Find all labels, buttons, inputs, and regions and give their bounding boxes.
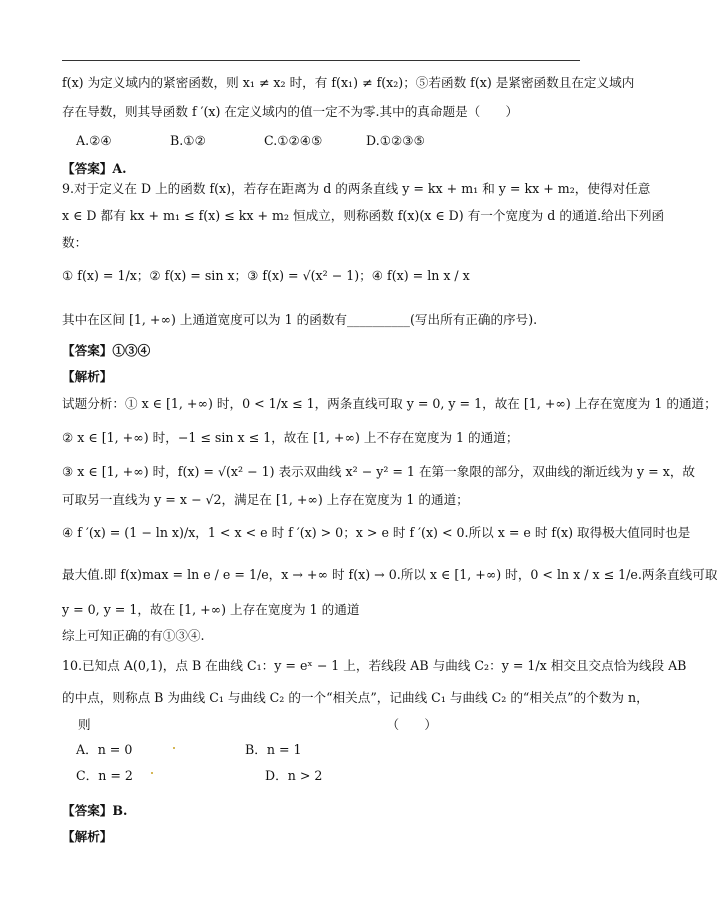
text-line: 10.已知点 A(0,1)，点 B 在曲线 C₁：y = eˣ − 1 上，若线段 AB 与曲线 C₂：y = 1/x 相交且交点恰为线段 AB [62,658,687,673]
text-line: ④ f ′(x) = (1 − ln x)/x，1 < x < e 时 f ′(x) > 0；x > e 时 f ′(x) < 0.所以 x = e 时 f(x) 取得极大值同时也是 [62,525,691,540]
q8-option-c: C.①②④⑤ [264,133,323,148]
q8-option-a: A.②④ [76,133,112,148]
text-line: 数： [62,235,88,250]
q8-option-b: B.①② [170,133,206,148]
q8-options [76,130,425,152]
text-line: 存在导数，则其导函数 f ′(x) 在定义域内的值一定不为零.其中的真命题是（ ） [62,104,519,119]
q10-option-c: C．n = 2 [76,768,133,783]
text-line: 其中在区间 [1, +∞) 上通道宽度可以为 1 的函数有__________(写出所有正确的序号). [62,312,538,327]
text-line: 则 （ ） [78,717,437,732]
q8-option-d: D.①②③⑤ [366,133,425,148]
text-line: 试题分析：① x ∈ [1, +∞) 时，0 < 1/x ≤ 1，两条直线可取 y = 0, y = 1，故在 [1, +∞) 上存在宽度为 1 的通道； [62,396,717,411]
text-line: x ∈ D 都有 kx + m₁ ≤ f(x) ≤ kx + m₂ 恒成立，则称函数 f(x)(x ∈ D) 有一个宽度为 d 的通道.给出下列函 [62,208,665,223]
stray-dot [173,747,175,749]
text-line: 的中点，则称点 B 为曲线 C₁ 与曲线 C₂ 的一个“相关点”，记曲线 C₁ 与曲线 C₂ 的“相关点”的个数为 n， [62,690,649,705]
text-line: 综上可知正确的有①③④. [62,628,205,643]
q10-options-row-1 [76,739,302,761]
q10-option-d: D．n > 2 [265,768,323,783]
text-line: ② x ∈ [1, +∞) 时，−1 ≤ sin x ≤ 1，故在 [1, +∞) 上不存在宽度为 1 的通道； [62,430,519,445]
q10-option-b: B．n = 1 [245,742,302,757]
text-line: y = 0, y = 1，故在 [1, +∞) 上存在宽度为 1 的通道 [62,602,360,617]
text-line: 最大值.即 f(x)max = ln e / e = 1/e，x → +∞ 时 f(x) → 0.所以 x ∈ [1, +∞) 时，0 < ln x / x ≤ 1/e.两条直线可取 [62,567,717,582]
stray-dot [151,772,153,774]
q10-option-a: A．n = 0 [76,742,133,757]
text-line: ① f(x) = 1/x；② f(x) = sin x；③ f(x) = √(x² − 1)；④ f(x) = ln x / x [62,268,470,283]
text-line: 【答案】A. [62,161,127,176]
text-line: 【答案】①③④ [62,343,151,358]
text-line: 【解析】 [62,829,113,844]
text-line: f(x) 为定义域内的紧密函数，则 x₁ ≠ x₂ 时，有 f(x₁) ≠ f(x₂)；⑤若函数 f(x) 是紧密函数且在定义域内 [62,75,635,90]
text-line: 【答案】B. [62,803,128,818]
header-rule [62,60,580,61]
text-line: 可取另一直线为 y = x − √2，满足在 [1, +∞) 上存在宽度为 1 的通道； [62,492,469,507]
text-line: 9.对于定义在 D 上的函数 f(x)，若存在距离为 d 的两条直线 y = kx + m₁ 和 y = kx + m₂，使得对任意 [62,181,651,196]
text-line: 【解析】 [62,369,113,384]
text-line: ③ x ∈ [1, +∞) 时，f(x) = √(x² − 1) 表示双曲线 x² − y² = 1 在第一象限的部分，双曲线的渐近线为 y = x，故 [62,464,696,479]
q10-options-row-2 [76,765,322,787]
